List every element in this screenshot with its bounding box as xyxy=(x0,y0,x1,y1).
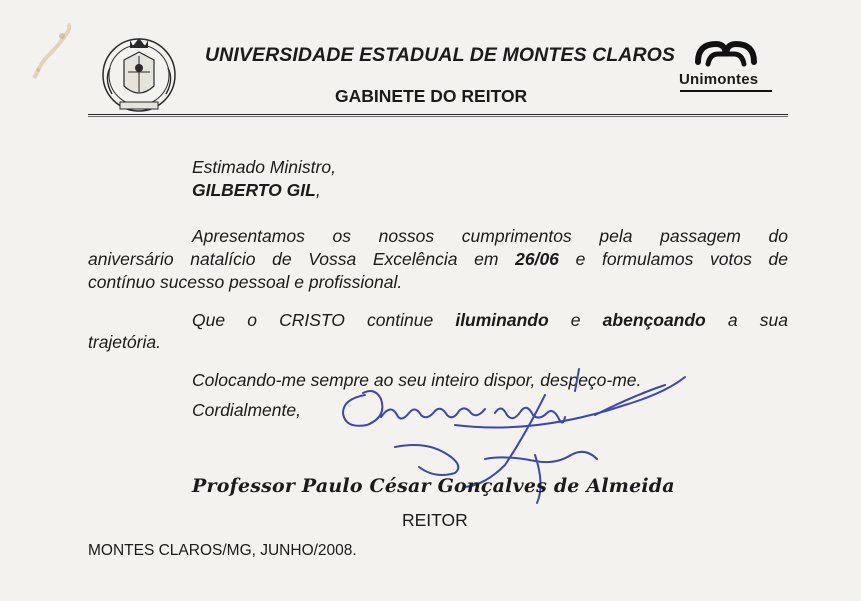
logo-wordmark: Unimontes xyxy=(679,71,759,88)
paragraph-1-line-3: contínuo sucesso pessoal e profissional. xyxy=(88,272,403,292)
recipient-line xyxy=(192,180,321,201)
p2-text-e: a sua xyxy=(705,310,788,330)
signer-name: Professor Paulo César Gonçalves de Almeida xyxy=(192,475,675,497)
paper-stain xyxy=(22,18,82,88)
salutation: Estimado Ministro, xyxy=(192,157,336,177)
coat-of-arms-seal-icon xyxy=(96,30,182,116)
recipient-comma: , xyxy=(315,180,321,200)
p2-bold-abencoando: abençoando xyxy=(602,310,706,330)
p1-line2-text-b: e formulamos votos de xyxy=(558,249,788,269)
office-subtitle: GABINETE DO REITOR xyxy=(335,86,528,106)
p1-line2-text-a: aniversário natalício de Vossa Excelência em xyxy=(88,249,516,269)
paragraph-3: Colocando-me sempre ao seu inteiro dispor, despeço-me. xyxy=(192,370,642,390)
p2-text-a: Que o CRISTO continue xyxy=(192,310,456,330)
p2-bold-iluminando: iluminando xyxy=(455,310,549,330)
institution-title: UNIVERSIDADE ESTADUAL DE MONTES CLAROS xyxy=(205,44,676,66)
recipient-name: GILBERTO GIL xyxy=(192,180,316,200)
signer-role: REITOR xyxy=(402,510,468,530)
paragraph-1-line-1: Apresentamos os nossos cumprimentos pela passagem do xyxy=(192,226,788,246)
birthday-date: 26/06 xyxy=(515,249,559,269)
paragraph-1-line-2 xyxy=(88,249,788,270)
paragraph-2-line-2: trajetória. xyxy=(88,332,161,352)
header-divider-secondary xyxy=(88,116,788,117)
closing: Cordialmente, xyxy=(192,400,301,420)
paragraph-2-line-1 xyxy=(192,310,788,331)
place-and-date: MONTES CLAROS/MG, JUNHO/2008. xyxy=(88,542,357,559)
header-divider xyxy=(88,114,788,115)
p2-text-c: e xyxy=(548,310,603,330)
